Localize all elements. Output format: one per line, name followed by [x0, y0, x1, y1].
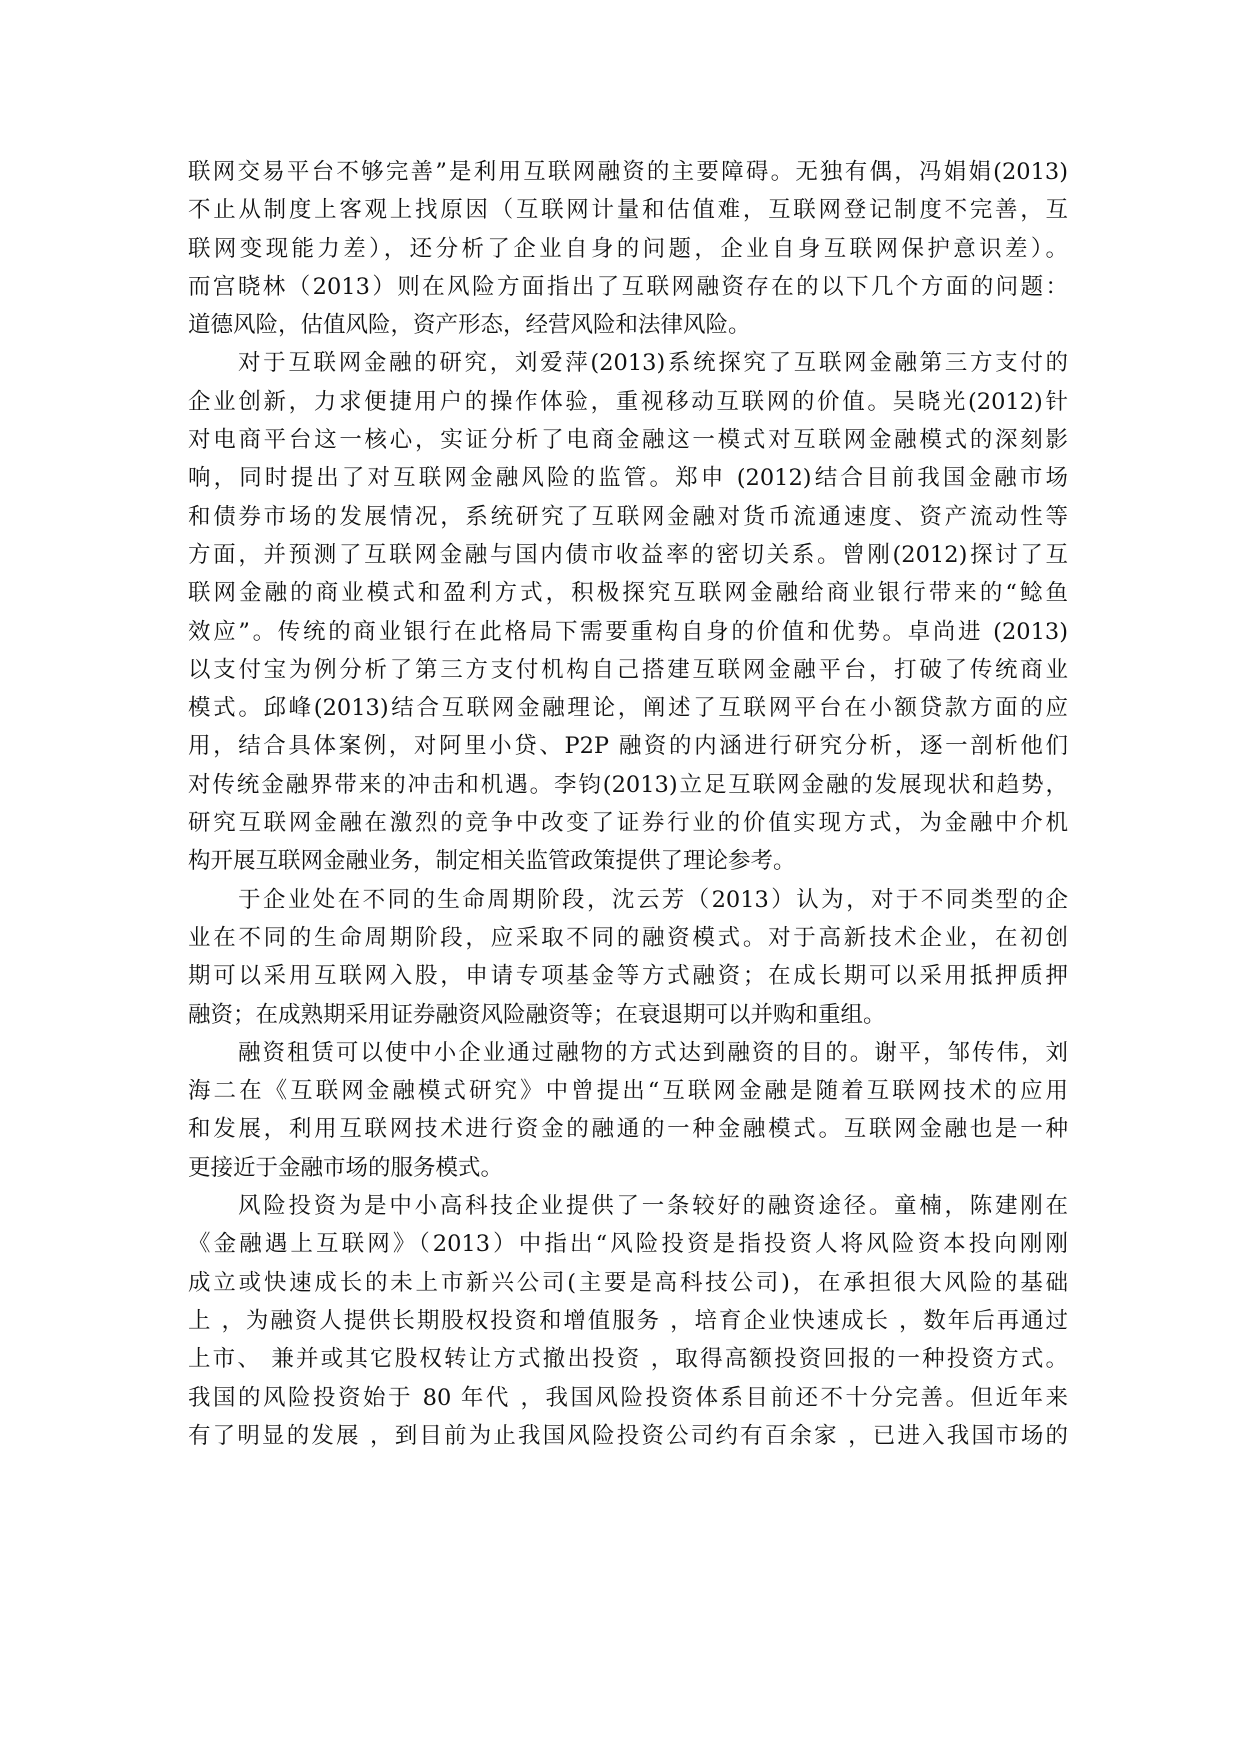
text-line: 期可以采用互联网入股，申请专项基金等方式融资；在成长期可以采用抵押质押	[188, 963, 1068, 990]
text-line: 研究互联网金融在激烈的竞争中改变了证券行业的价值实现方式，为金融中介机	[188, 810, 1068, 837]
text-line: 有了明显的发展 ，到目前为止我国风险投资公司约有百余家 ，已进入我国市场的	[188, 1422, 1068, 1449]
body-text	[188, 153, 1068, 1455]
text-line: 联网金融的商业模式和盈利方式，积极探究互联网金融给商业银行带来的“鲶鱼	[188, 580, 1068, 607]
text-line: 风险投资为是中小高科技企业提供了一条较好的融资途径。童楠，陈建刚在	[238, 1193, 1068, 1220]
text-line: 融资租赁可以使中小企业通过融物的方式达到融资的目的。谢平，邹传伟，刘	[238, 1039, 1068, 1066]
text-line: 联网交易平台不够完善”是利用互联网融资的主要障碍。无独有偶，冯娟娟(2013)	[188, 159, 1068, 185]
text-line: 和债券市场的发展情况，系统研究了互联网金融对货币流通速度、资产流动性等	[188, 503, 1068, 530]
text-line: 上 ，为融资人提供长期股权投资和增值服务 ，培育企业快速成长 ，数年后再通过	[188, 1307, 1068, 1334]
text-line: 不止从制度上客观上找原因（互联网计量和估值难，互联网登记制度不完善，互	[188, 197, 1068, 224]
text-line: 效应”。传统的商业银行在此格局下需要重构自身的价值和优势。卓尚进 (2013)	[188, 618, 1068, 645]
text-line: 道德风险，估值风险，资产形态，经营风险和法律风险。	[188, 312, 751, 339]
text-line: 《金融遇上互联网》（2013）中指出“风险投资是指投资人将风险资本投向刚刚	[188, 1231, 1068, 1258]
text-line: 业在不同的生命周期阶段，应采取不同的融资模式。对于高新技术企业，在初创	[188, 924, 1068, 951]
text-line: 企业创新，力求便捷用户的操作体验，重视移动互联网的价值。吴晓光(2012)针	[188, 388, 1068, 415]
text-line: 对于互联网金融的研究，刘爱萍(2013)系统探究了互联网金融第三方支付的	[238, 350, 1068, 377]
text-line: 上市、 兼并或其它股权转让方式撤出投资 ，取得高额投资回报的一种投资方式。	[188, 1346, 1068, 1373]
text-line: 用，结合具体案例，对阿里小贷、P2P 融资的内涵进行研究分析，逐一剖析他们	[188, 733, 1068, 760]
text-line: 和发展，利用互联网技术进行资金的融通的一种金融模式。互联网金融也是一种	[188, 1116, 1068, 1143]
text-line: 以支付宝为例分析了第三方支付机构自己搭建互联网金融平台，打破了传统商业	[188, 656, 1068, 683]
text-line: 对传统金融界带来的冲击和机遇。李钧(2013)立足互联网金融的发展现状和趋势，	[188, 771, 1068, 798]
text-line: 我国的风险投资始于 80 年代 ，我国风险投资体系目前还不十分完善。但近年来	[188, 1384, 1068, 1411]
text-line: 于企业处在不同的生命周期阶段，沈云芳（2013）认为，对于不同类型的企	[238, 886, 1068, 913]
paragraph	[188, 881, 1068, 1034]
paragraph	[188, 1187, 1068, 1455]
text-line: 海二在《互联网金融模式研究》中曾提出“互联网金融是随着互联网技术的应用	[188, 1078, 1068, 1105]
text-line: 模式。邱峰(2013)结合互联网金融理论，阐述了互联网平台在小额贷款方面的应	[188, 695, 1068, 722]
text-line: 联网变现能力差），还分析了企业自身的问题，企业自身互联网保护意识差）。	[188, 235, 1068, 262]
paragraph	[188, 153, 1068, 344]
text-line: 方面，并预测了互联网金融与国内债市收益率的密切关系。曾刚(2012)探讨了互	[188, 541, 1068, 568]
text-line: 构开展互联网金融业务，制定相关监管政策提供了理论参考。	[188, 848, 796, 875]
text-line: 响，同时提出了对互联网金融风险的监管。郑申 (2012)结合目前我国金融市场	[188, 465, 1068, 492]
text-line: 更接近于金融市场的服务模式。	[188, 1154, 504, 1181]
text-line: 融资；在成熟期采用证券融资风险融资等；在衰退期可以并购和重组。	[188, 1001, 886, 1028]
text-line: 成立或快速成长的未上市新兴公司(主要是高科技公司)，在承担很大风险的基础	[188, 1269, 1068, 1296]
text-line: 而宫晓林（2013）则在风险方面指出了互联网融资存在的以下几个方面的问题：	[188, 273, 1068, 300]
paragraph	[188, 1034, 1068, 1187]
text-line: 对电商平台这一核心，实证分析了电商金融这一模式对互联网金融模式的深刻影	[188, 427, 1068, 454]
paragraph	[188, 344, 1068, 880]
